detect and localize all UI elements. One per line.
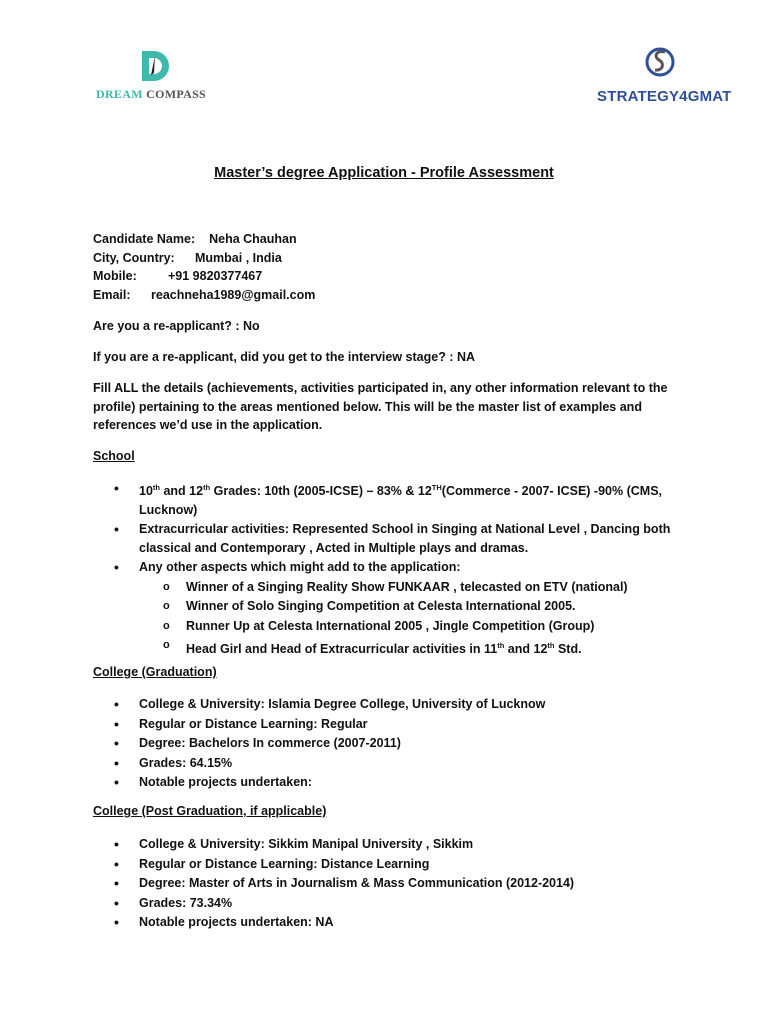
strategy4gmat-s-icon bbox=[645, 42, 675, 82]
bullet-icon: • bbox=[114, 715, 119, 732]
school-other-aspects-item bbox=[93, 558, 693, 660]
email-label: Email: bbox=[93, 288, 131, 302]
degree-text: Degree: Bachelors In commerce (2007-2011) bbox=[139, 736, 401, 750]
instructions-paragraph: Fill ALL the details (achievements, activities participated in, any other information relevant to the profile) pertaining to the areas mentioned below. This will be the master list of examples and references we’d use in the application. bbox=[93, 381, 668, 432]
school-extracurricular-item bbox=[93, 520, 693, 557]
bullet-icon: • bbox=[114, 696, 119, 712]
learning-mode-text: Regular or Distance Learning: Regular bbox=[139, 716, 368, 731]
mobile-value: +91 9820377467 bbox=[168, 269, 263, 283]
head-girl-text-3: Std. bbox=[554, 642, 582, 657]
head-girl-text-1: Head Girl and Head of Extracurricular activities in 11 bbox=[186, 642, 498, 657]
dream-compass-wordmark bbox=[96, 87, 206, 102]
college-university-text: College & University: Islamia Degree College, University of Lucknow bbox=[139, 697, 546, 711]
bullet-icon: • bbox=[114, 875, 119, 891]
interview-question: If you are a re-applicant, did you get to the interview stage? : NA bbox=[93, 350, 476, 364]
sub-item-text: Winner of Solo Singing Competition at Celesta International 2005. bbox=[186, 599, 576, 614]
sub-bullet-icon: o bbox=[163, 619, 170, 632]
list-item bbox=[93, 754, 693, 773]
bullet-icon: • bbox=[114, 914, 119, 930]
grades-sup-3: TH bbox=[431, 483, 442, 492]
candidate-name-row bbox=[93, 230, 297, 249]
city-row bbox=[93, 249, 282, 268]
list-item bbox=[93, 734, 693, 753]
brand-word-dream: DREAM bbox=[96, 87, 143, 101]
email-row bbox=[93, 286, 315, 305]
bullet-icon: • bbox=[114, 559, 119, 576]
list-item bbox=[93, 855, 693, 874]
reapplicant-question: Are you a re-applicant? : No bbox=[93, 319, 260, 333]
sub-list-item bbox=[139, 617, 693, 637]
strategy4gmat-wordmark: STRATEGY4GMAT bbox=[597, 88, 732, 105]
sub-bullet-icon: o bbox=[163, 600, 170, 613]
sub-list-item bbox=[139, 636, 693, 660]
sub-item-text: Runner Up at Celesta International 2005 , Jingle Competition (Group) bbox=[186, 618, 595, 633]
sub-bullet-icon: o bbox=[163, 580, 170, 593]
bullet-icon: • bbox=[114, 521, 119, 538]
dream-compass-logo bbox=[95, 45, 220, 103]
college-post-graduation-heading: College (Post Graduation, if applicable) bbox=[93, 804, 327, 818]
email-value: reachneha1989@gmail.com bbox=[151, 288, 316, 302]
grades-text: Grades: 73.34% bbox=[139, 895, 233, 910]
grades-text-2: and 12 bbox=[160, 484, 204, 499]
city-label: City, Country: bbox=[93, 251, 175, 265]
bullet-icon: • bbox=[114, 836, 119, 852]
document-title bbox=[0, 165, 768, 181]
learning-mode-text: Regular or Distance Learning: Distance Learning bbox=[139, 856, 430, 871]
dream-compass-d-icon bbox=[138, 49, 172, 83]
degree-text: Degree: Master of Arts in Journalism & Mass Communication (2012-2014) bbox=[139, 876, 575, 890]
candidate-name-label: Candidate Name: bbox=[93, 232, 196, 246]
college-university-text: College & University: Sikkim Manipal University , Sikkim bbox=[139, 837, 474, 851]
grades-text-4: (Commerce - 2007- ICSE) -90% (CMS, Lucknow) bbox=[139, 484, 662, 517]
list-item bbox=[93, 695, 693, 714]
sub-list-item bbox=[139, 578, 693, 598]
school-grades-item bbox=[93, 479, 693, 519]
list-item bbox=[93, 874, 693, 893]
head-girl-text-2: and 12 bbox=[504, 642, 548, 657]
brand-word-compass: COMPASS bbox=[146, 87, 207, 101]
extracurricular-text: Extracurricular activities: Represented School in Singing at National Level , Dancing both classical and Contemporary , Acted in Multiple plays and dramas. bbox=[139, 522, 671, 555]
bullet-icon: • bbox=[114, 754, 119, 771]
bullet-icon: • bbox=[114, 480, 119, 496]
head-girl-sup-2: th bbox=[547, 641, 555, 651]
city-value: Mumbai , India bbox=[195, 251, 282, 265]
grades-text: Grades: 64.15% bbox=[139, 755, 233, 770]
candidate-name-value: Neha Chauhan bbox=[209, 232, 297, 246]
school-list bbox=[93, 479, 693, 661]
grades-text-1: 10 bbox=[139, 484, 153, 499]
grades-text-3: Grades: 10th (2005-ICSE) – 83% & 12 bbox=[210, 484, 432, 499]
bullet-icon: • bbox=[114, 735, 119, 751]
list-item bbox=[93, 715, 693, 734]
grades-sup-1: th bbox=[152, 483, 160, 492]
projects-text: Notable projects undertaken: bbox=[139, 775, 312, 789]
mobile-label: Mobile: bbox=[93, 269, 137, 283]
head-girl-sup-1: th bbox=[497, 641, 505, 651]
school-heading: School bbox=[93, 449, 135, 463]
sub-list-item bbox=[139, 597, 693, 617]
other-aspects-sublist bbox=[139, 578, 693, 660]
bullet-icon: • bbox=[114, 774, 119, 790]
other-aspects-text: Any other aspects which might add to the application: bbox=[139, 560, 461, 575]
sub-item-text: Winner of a Singing Reality Show FUNKAAR , telecasted on ETV (national) bbox=[186, 579, 628, 594]
projects-text: Notable projects undertaken: NA bbox=[139, 915, 334, 929]
grades-sup-2: th bbox=[203, 483, 211, 492]
bullet-icon: • bbox=[114, 855, 119, 872]
list-item bbox=[93, 913, 693, 932]
list-item bbox=[93, 773, 693, 792]
strategy4gmat-logo bbox=[595, 42, 730, 110]
document-title-text: Master’s degree Application - Profile Assessment bbox=[214, 165, 554, 181]
mobile-row bbox=[93, 267, 262, 286]
college-graduation-list bbox=[93, 695, 693, 793]
sub-bullet-icon: o bbox=[163, 639, 170, 652]
list-item bbox=[93, 894, 693, 913]
list-item bbox=[93, 835, 693, 854]
college-graduation-heading: College (Graduation) bbox=[93, 665, 217, 679]
bullet-icon: • bbox=[114, 894, 119, 911]
college-post-graduation-list bbox=[93, 835, 693, 933]
